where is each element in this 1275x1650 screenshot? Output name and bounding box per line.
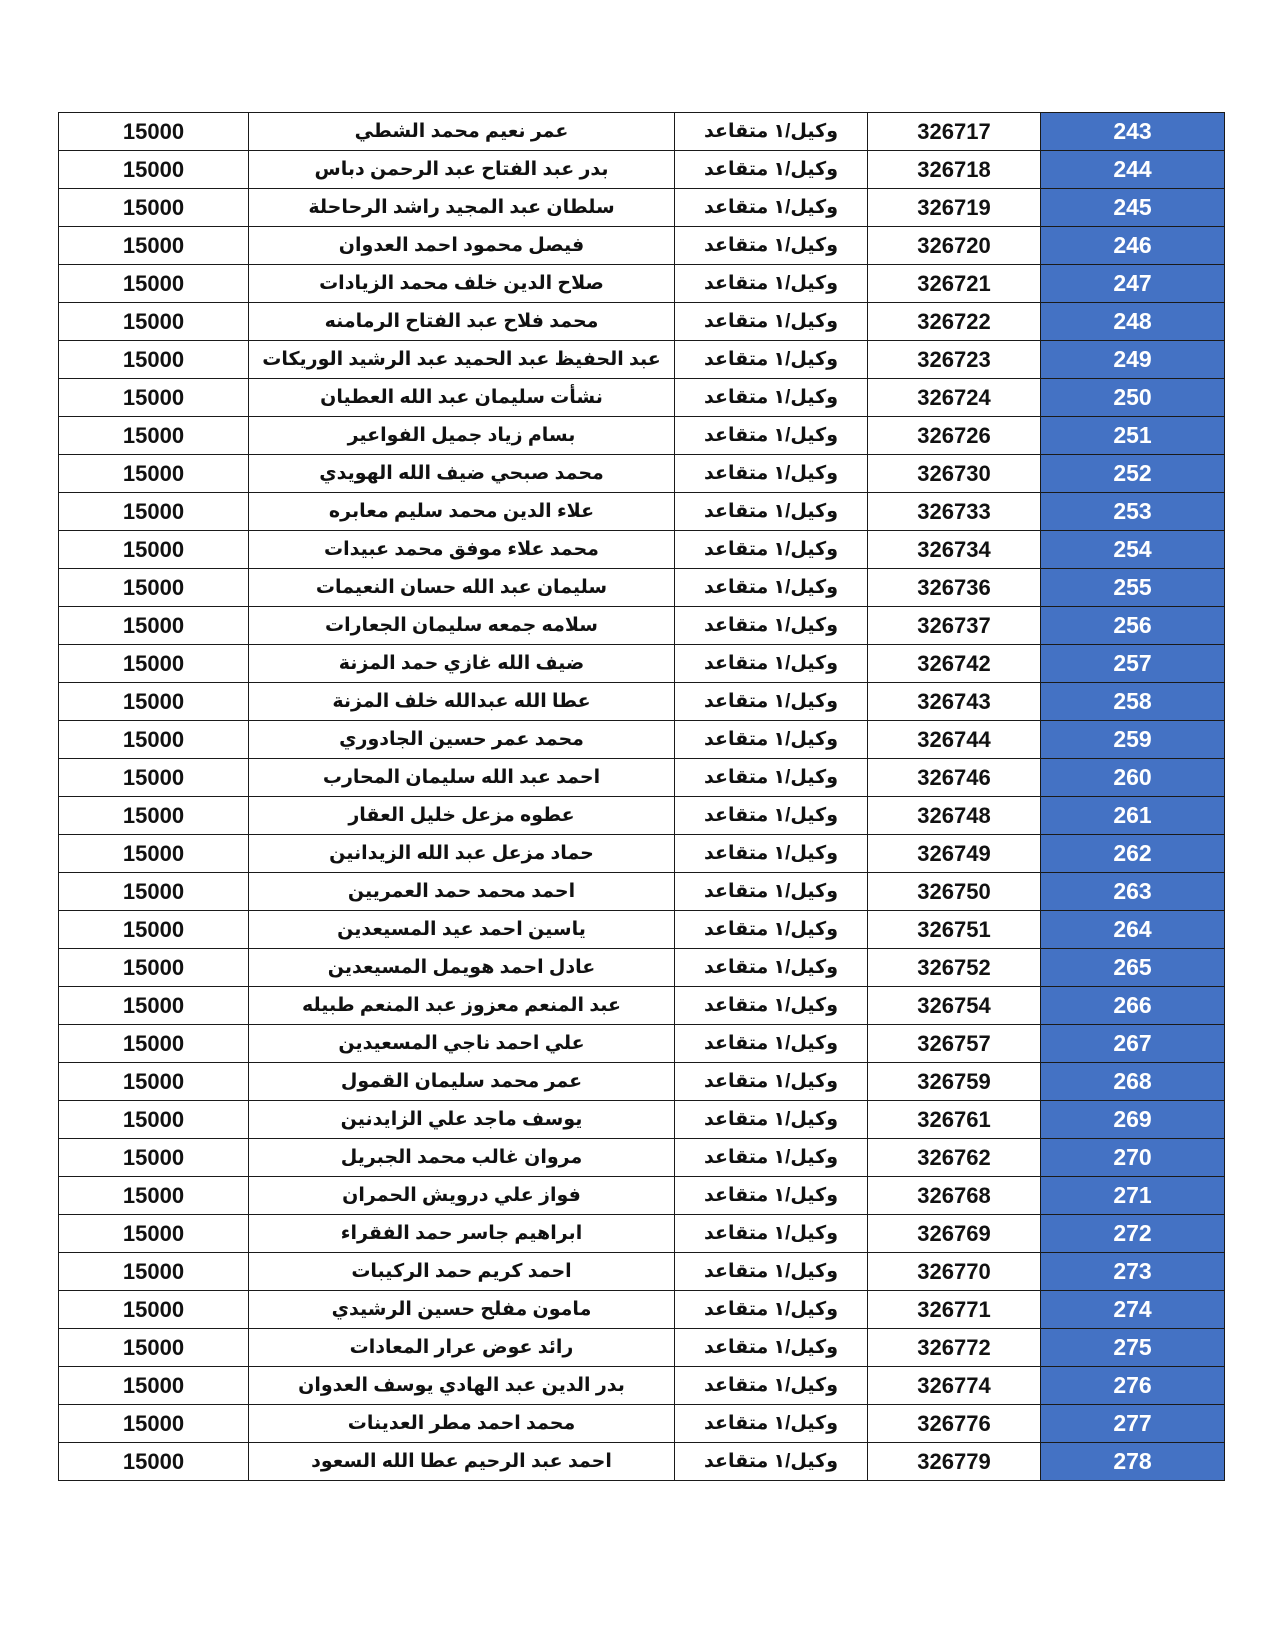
- rank-status-cell: وكيل/١ متقاعد: [675, 1177, 868, 1215]
- amount-cell: 15000: [59, 1063, 249, 1101]
- name-cell: عبد المنعم معزوز عبد المنعم طبيله: [249, 987, 675, 1025]
- sequence-number-cell: 256: [1041, 607, 1225, 645]
- amount-cell: 15000: [59, 1215, 249, 1253]
- amount-cell: 15000: [59, 379, 249, 417]
- name-cell: احمد كريم حمد الركيبات: [249, 1253, 675, 1291]
- amount-cell: 15000: [59, 341, 249, 379]
- amount-cell: 15000: [59, 1329, 249, 1367]
- amount-cell: 15000: [59, 1291, 249, 1329]
- amount-cell: 15000: [59, 1253, 249, 1291]
- id-number-cell: 326748: [868, 797, 1041, 835]
- table-row: [59, 1443, 1225, 1481]
- amount-cell: 15000: [59, 987, 249, 1025]
- id-number-cell: 326717: [868, 113, 1041, 151]
- sequence-number-cell: 245: [1041, 189, 1225, 227]
- id-number-cell: 326746: [868, 759, 1041, 797]
- amount-cell: 15000: [59, 493, 249, 531]
- rank-status-cell: وكيل/١ متقاعد: [675, 1367, 868, 1405]
- rank-status-cell: وكيل/١ متقاعد: [675, 911, 868, 949]
- rank-status-cell: وكيل/١ متقاعد: [675, 1025, 868, 1063]
- amount-cell: 15000: [59, 949, 249, 987]
- amount-cell: 15000: [59, 607, 249, 645]
- id-number-cell: 326721: [868, 265, 1041, 303]
- name-cell: فواز علي درويش الحمران: [249, 1177, 675, 1215]
- id-number-cell: 326762: [868, 1139, 1041, 1177]
- id-number-cell: 326779: [868, 1443, 1041, 1481]
- name-cell: محمد فلاح عبد الفتاح الرمامنه: [249, 303, 675, 341]
- table-row: [59, 341, 1225, 379]
- amount-cell: 15000: [59, 569, 249, 607]
- id-number-cell: 326730: [868, 455, 1041, 493]
- table-row: [59, 1025, 1225, 1063]
- id-number-cell: 326744: [868, 721, 1041, 759]
- amount-cell: 15000: [59, 227, 249, 265]
- sequence-number-cell: 247: [1041, 265, 1225, 303]
- name-cell: بدر الدين عبد الهادي يوسف العدوان: [249, 1367, 675, 1405]
- id-number-cell: 326722: [868, 303, 1041, 341]
- table-row: [59, 1177, 1225, 1215]
- id-number-cell: 326720: [868, 227, 1041, 265]
- sequence-number-cell: 262: [1041, 835, 1225, 873]
- id-number-cell: 326724: [868, 379, 1041, 417]
- rank-status-cell: وكيل/١ متقاعد: [675, 987, 868, 1025]
- sequence-number-cell: 260: [1041, 759, 1225, 797]
- rank-status-cell: وكيل/١ متقاعد: [675, 151, 868, 189]
- sequence-number-cell: 253: [1041, 493, 1225, 531]
- roster-body: [59, 113, 1225, 1481]
- name-cell: رائد عوض عرار المعادات: [249, 1329, 675, 1367]
- sequence-number-cell: 251: [1041, 417, 1225, 455]
- name-cell: علي احمد ناجي المسعيدين: [249, 1025, 675, 1063]
- sequence-number-cell: 243: [1041, 113, 1225, 151]
- amount-cell: 15000: [59, 417, 249, 455]
- sequence-number-cell: 274: [1041, 1291, 1225, 1329]
- table-row: [59, 455, 1225, 493]
- table-row: [59, 987, 1225, 1025]
- amount-cell: 15000: [59, 873, 249, 911]
- id-number-cell: 326750: [868, 873, 1041, 911]
- id-number-cell: 326736: [868, 569, 1041, 607]
- roster-table: [58, 112, 1225, 1481]
- rank-status-cell: وكيل/١ متقاعد: [675, 265, 868, 303]
- table-row: [59, 1101, 1225, 1139]
- name-cell: مامون مفلح حسين الرشيدي: [249, 1291, 675, 1329]
- table-row: [59, 531, 1225, 569]
- name-cell: صلاح الدين خلف محمد الزيادات: [249, 265, 675, 303]
- sequence-number-cell: 273: [1041, 1253, 1225, 1291]
- amount-cell: 15000: [59, 645, 249, 683]
- table-row: [59, 607, 1225, 645]
- sequence-number-cell: 270: [1041, 1139, 1225, 1177]
- id-number-cell: 326776: [868, 1405, 1041, 1443]
- table-row: [59, 873, 1225, 911]
- sequence-number-cell: 271: [1041, 1177, 1225, 1215]
- roster-sheet: [58, 112, 1224, 1481]
- rank-status-cell: وكيل/١ متقاعد: [675, 721, 868, 759]
- table-row: [59, 1063, 1225, 1101]
- table-row: [59, 1405, 1225, 1443]
- rank-status-cell: وكيل/١ متقاعد: [675, 873, 868, 911]
- name-cell: بدر عبد الفتاح عبد الرحمن دباس: [249, 151, 675, 189]
- amount-cell: 15000: [59, 1405, 249, 1443]
- name-cell: محمد صبحي ضيف الله الهويدي: [249, 455, 675, 493]
- id-number-cell: 326757: [868, 1025, 1041, 1063]
- table-row: [59, 417, 1225, 455]
- rank-status-cell: وكيل/١ متقاعد: [675, 1329, 868, 1367]
- sequence-number-cell: 268: [1041, 1063, 1225, 1101]
- sequence-number-cell: 266: [1041, 987, 1225, 1025]
- table-row: [59, 1367, 1225, 1405]
- table-row: [59, 911, 1225, 949]
- table-row: [59, 1253, 1225, 1291]
- amount-cell: 15000: [59, 797, 249, 835]
- sequence-number-cell: 264: [1041, 911, 1225, 949]
- table-row: [59, 797, 1225, 835]
- sequence-number-cell: 255: [1041, 569, 1225, 607]
- name-cell: سلطان عبد المجيد راشد الرحاحلة: [249, 189, 675, 227]
- amount-cell: 15000: [59, 265, 249, 303]
- sequence-number-cell: 267: [1041, 1025, 1225, 1063]
- rank-status-cell: وكيل/١ متقاعد: [675, 227, 868, 265]
- id-number-cell: 326772: [868, 1329, 1041, 1367]
- name-cell: علاء الدين محمد سليم معابره: [249, 493, 675, 531]
- name-cell: محمد عمر حسين الجادوري: [249, 721, 675, 759]
- id-number-cell: 326723: [868, 341, 1041, 379]
- sequence-number-cell: 272: [1041, 1215, 1225, 1253]
- sequence-number-cell: 258: [1041, 683, 1225, 721]
- id-number-cell: 326733: [868, 493, 1041, 531]
- rank-status-cell: وكيل/١ متقاعد: [675, 1291, 868, 1329]
- sequence-number-cell: 252: [1041, 455, 1225, 493]
- id-number-cell: 326770: [868, 1253, 1041, 1291]
- sequence-number-cell: 244: [1041, 151, 1225, 189]
- id-number-cell: 326759: [868, 1063, 1041, 1101]
- amount-cell: 15000: [59, 531, 249, 569]
- amount-cell: 15000: [59, 835, 249, 873]
- name-cell: عبد الحفيظ عبد الحميد عبد الرشيد الوريكات: [249, 341, 675, 379]
- amount-cell: 15000: [59, 1139, 249, 1177]
- table-row: [59, 113, 1225, 151]
- rank-status-cell: وكيل/١ متقاعد: [675, 531, 868, 569]
- table-row: [59, 151, 1225, 189]
- table-row: [59, 645, 1225, 683]
- rank-status-cell: وكيل/١ متقاعد: [675, 379, 868, 417]
- id-number-cell: 326726: [868, 417, 1041, 455]
- name-cell: ضيف الله غازي حمد المزنة: [249, 645, 675, 683]
- amount-cell: 15000: [59, 303, 249, 341]
- sequence-number-cell: 278: [1041, 1443, 1225, 1481]
- rank-status-cell: وكيل/١ متقاعد: [675, 683, 868, 721]
- rank-status-cell: وكيل/١ متقاعد: [675, 341, 868, 379]
- name-cell: فيصل محمود احمد العدوان: [249, 227, 675, 265]
- sequence-number-cell: 254: [1041, 531, 1225, 569]
- name-cell: محمد علاء موفق محمد عبيدات: [249, 531, 675, 569]
- rank-status-cell: وكيل/١ متقاعد: [675, 835, 868, 873]
- id-number-cell: 326742: [868, 645, 1041, 683]
- table-row: [59, 1215, 1225, 1253]
- rank-status-cell: وكيل/١ متقاعد: [675, 1101, 868, 1139]
- name-cell: عادل احمد هويمل المسيعدين: [249, 949, 675, 987]
- id-number-cell: 326734: [868, 531, 1041, 569]
- rank-status-cell: وكيل/١ متقاعد: [675, 645, 868, 683]
- rank-status-cell: وكيل/١ متقاعد: [675, 493, 868, 531]
- amount-cell: 15000: [59, 721, 249, 759]
- rank-status-cell: وكيل/١ متقاعد: [675, 1405, 868, 1443]
- rank-status-cell: وكيل/١ متقاعد: [675, 455, 868, 493]
- rank-status-cell: وكيل/١ متقاعد: [675, 759, 868, 797]
- sequence-number-cell: 276: [1041, 1367, 1225, 1405]
- id-number-cell: 326761: [868, 1101, 1041, 1139]
- rank-status-cell: وكيل/١ متقاعد: [675, 1139, 868, 1177]
- name-cell: حماد مزعل عبد الله الزيدانين: [249, 835, 675, 873]
- name-cell: نشأت سليمان عبد الله العطيان: [249, 379, 675, 417]
- amount-cell: 15000: [59, 1443, 249, 1481]
- sequence-number-cell: 249: [1041, 341, 1225, 379]
- table-row: [59, 683, 1225, 721]
- amount-cell: 15000: [59, 151, 249, 189]
- name-cell: ياسين احمد عيد المسيعدين: [249, 911, 675, 949]
- name-cell: محمد احمد مطر العدينات: [249, 1405, 675, 1443]
- id-number-cell: 326754: [868, 987, 1041, 1025]
- sequence-number-cell: 265: [1041, 949, 1225, 987]
- name-cell: احمد عبد الله سليمان المحارب: [249, 759, 675, 797]
- name-cell: احمد محمد حمد العمريين: [249, 873, 675, 911]
- id-number-cell: 326774: [868, 1367, 1041, 1405]
- sequence-number-cell: 275: [1041, 1329, 1225, 1367]
- table-row: [59, 303, 1225, 341]
- sequence-number-cell: 246: [1041, 227, 1225, 265]
- name-cell: سلامه جمعه سليمان الجعارات: [249, 607, 675, 645]
- name-cell: عطوه مزعل خليل العقار: [249, 797, 675, 835]
- table-row: [59, 569, 1225, 607]
- rank-status-cell: وكيل/١ متقاعد: [675, 949, 868, 987]
- name-cell: سليمان عبد الله حسان النعيمات: [249, 569, 675, 607]
- table-row: [59, 379, 1225, 417]
- sequence-number-cell: 257: [1041, 645, 1225, 683]
- rank-status-cell: وكيل/١ متقاعد: [675, 189, 868, 227]
- rank-status-cell: وكيل/١ متقاعد: [675, 113, 868, 151]
- sequence-number-cell: 259: [1041, 721, 1225, 759]
- amount-cell: 15000: [59, 113, 249, 151]
- id-number-cell: 326768: [868, 1177, 1041, 1215]
- id-number-cell: 326718: [868, 151, 1041, 189]
- sequence-number-cell: 269: [1041, 1101, 1225, 1139]
- sequence-number-cell: 248: [1041, 303, 1225, 341]
- id-number-cell: 326751: [868, 911, 1041, 949]
- amount-cell: 15000: [59, 911, 249, 949]
- rank-status-cell: وكيل/١ متقاعد: [675, 303, 868, 341]
- id-number-cell: 326752: [868, 949, 1041, 987]
- name-cell: بسام زياد جميل الفواعير: [249, 417, 675, 455]
- sequence-number-cell: 277: [1041, 1405, 1225, 1443]
- table-row: [59, 189, 1225, 227]
- amount-cell: 15000: [59, 455, 249, 493]
- amount-cell: 15000: [59, 1101, 249, 1139]
- name-cell: عطا الله عبدالله خلف المزنة: [249, 683, 675, 721]
- rank-status-cell: وكيل/١ متقاعد: [675, 1063, 868, 1101]
- id-number-cell: 326769: [868, 1215, 1041, 1253]
- table-row: [59, 835, 1225, 873]
- name-cell: عمر نعيم محمد الشطي: [249, 113, 675, 151]
- sequence-number-cell: 261: [1041, 797, 1225, 835]
- table-row: [59, 721, 1225, 759]
- sequence-number-cell: 263: [1041, 873, 1225, 911]
- rank-status-cell: وكيل/١ متقاعد: [675, 417, 868, 455]
- table-row: [59, 1291, 1225, 1329]
- rank-status-cell: وكيل/١ متقاعد: [675, 797, 868, 835]
- table-row: [59, 1329, 1225, 1367]
- rank-status-cell: وكيل/١ متقاعد: [675, 1215, 868, 1253]
- rank-status-cell: وكيل/١ متقاعد: [675, 1443, 868, 1481]
- id-number-cell: 326771: [868, 1291, 1041, 1329]
- table-row: [59, 1139, 1225, 1177]
- table-row: [59, 493, 1225, 531]
- table-row: [59, 227, 1225, 265]
- rank-status-cell: وكيل/١ متقاعد: [675, 569, 868, 607]
- name-cell: ابراهيم جاسر حمد الفقراء: [249, 1215, 675, 1253]
- rank-status-cell: وكيل/١ متقاعد: [675, 1253, 868, 1291]
- name-cell: مروان غالب محمد الجبريل: [249, 1139, 675, 1177]
- amount-cell: 15000: [59, 759, 249, 797]
- rank-status-cell: وكيل/١ متقاعد: [675, 607, 868, 645]
- table-row: [59, 949, 1225, 987]
- table-row: [59, 759, 1225, 797]
- name-cell: احمد عبد الرحيم عطا الله السعود: [249, 1443, 675, 1481]
- id-number-cell: 326719: [868, 189, 1041, 227]
- table-row: [59, 265, 1225, 303]
- amount-cell: 15000: [59, 683, 249, 721]
- id-number-cell: 326743: [868, 683, 1041, 721]
- amount-cell: 15000: [59, 189, 249, 227]
- amount-cell: 15000: [59, 1367, 249, 1405]
- sequence-number-cell: 250: [1041, 379, 1225, 417]
- id-number-cell: 326737: [868, 607, 1041, 645]
- amount-cell: 15000: [59, 1025, 249, 1063]
- amount-cell: 15000: [59, 1177, 249, 1215]
- name-cell: عمر محمد سليمان القمول: [249, 1063, 675, 1101]
- name-cell: يوسف ماجد علي الزايدنين: [249, 1101, 675, 1139]
- id-number-cell: 326749: [868, 835, 1041, 873]
